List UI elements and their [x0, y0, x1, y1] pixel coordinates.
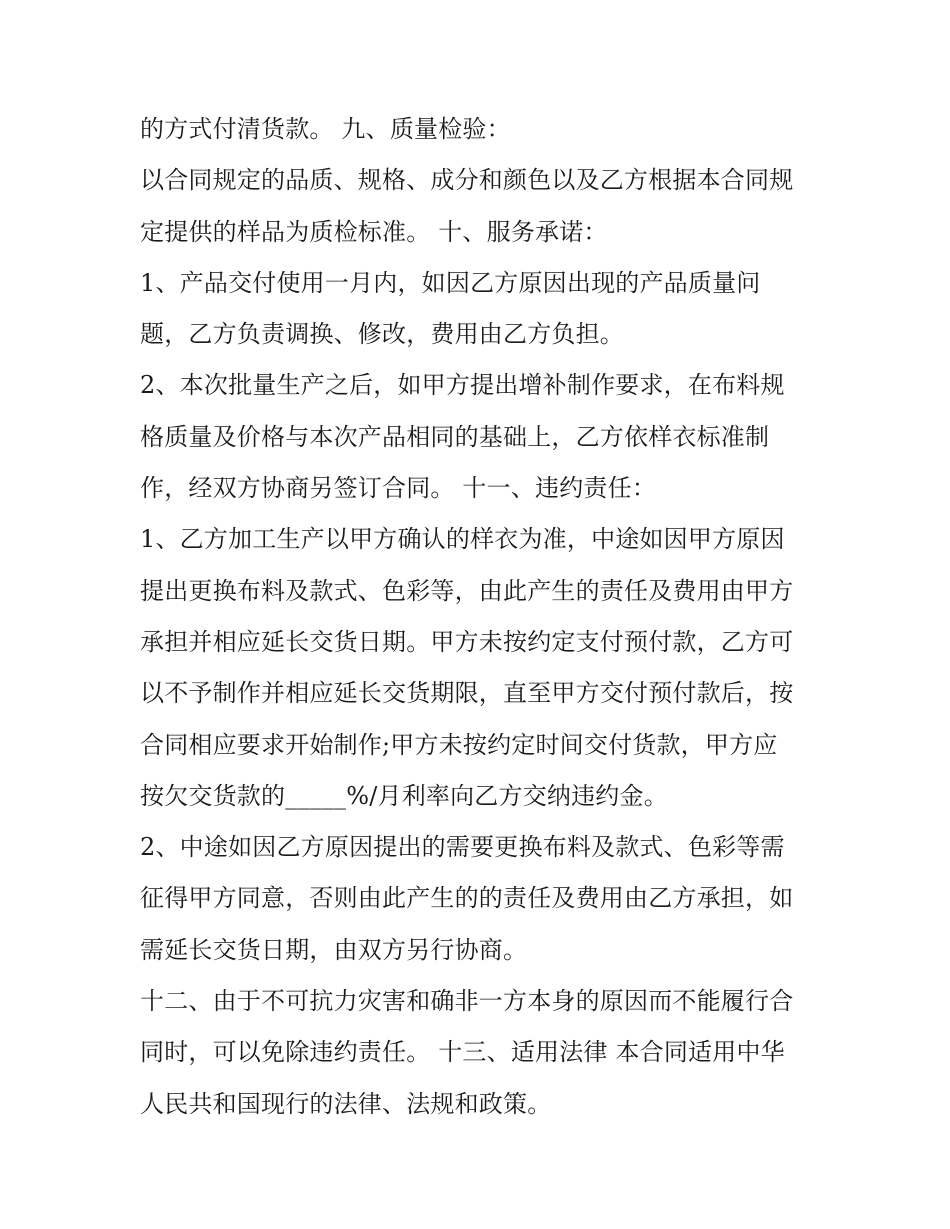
text-line: 承担并相应延长交货日期。甲方未按约定支付预付款，乙方可: [140, 627, 794, 656]
text-line: 以合同规定的品质、规格、成分和颜色以及乙方根据本合同规: [140, 166, 794, 195]
text-line: 十二、由于不可抗力灾害和确非一方本身的原因而不能履行合: [140, 987, 794, 1016]
text-line: 合同相应要求开始制作;甲方未按约定时间交付货款，甲方应: [140, 730, 778, 759]
text-line: 的方式付清货款。 九、质量检验：: [140, 115, 511, 143]
text-line: 同时，可以免除违约责任。 十三、适用法律 本合同适用中华: [140, 1038, 785, 1067]
document-body: [140, 104, 820, 1130]
text-line: 征得甲方同意，否则由此产生的的责任及费用由乙方承担，如: [140, 884, 794, 913]
text-line: 按欠交货款的_____%/月利率向乙方交纳违约金。: [140, 781, 668, 810]
text-line: 定提供的样品为质检标准。 十、服务承诺：: [140, 217, 608, 246]
text-line: 提出更换布料及款式、色彩等，由此产生的责任及费用由甲方: [140, 576, 794, 605]
text-line: 1、乙方加工生产以甲方确认的样衣为准，中途如因甲方原因: [140, 525, 785, 554]
text-line: 1、产品交付使用一月内，如因乙方原因出现的产品质量问: [140, 268, 761, 297]
text-line: 格质量及价格与本次产品相同的基础上，乙方依样衣标准制: [140, 422, 770, 451]
text-line: 题，乙方负责调换、修改，费用由乙方负担。: [140, 320, 624, 349]
text-line: 需延长交货日期，由双方另行协商。: [140, 935, 528, 964]
text-line: 2、中途如因乙方原因提出的需要更换布料及款式、色彩等需: [140, 833, 785, 862]
text-line: 作，经双方协商另签订合同。 十一、违约责任：: [140, 474, 657, 503]
text-line: 2、本次批量生产之后，如甲方提出增补制作要求，在布料规: [140, 371, 785, 400]
text-line: 人民共和国现行的法律、法规和政策。: [140, 1089, 552, 1118]
text-line: 以不予制作并相应延长交货期限，直至甲方交付预付款后，按: [140, 679, 794, 708]
